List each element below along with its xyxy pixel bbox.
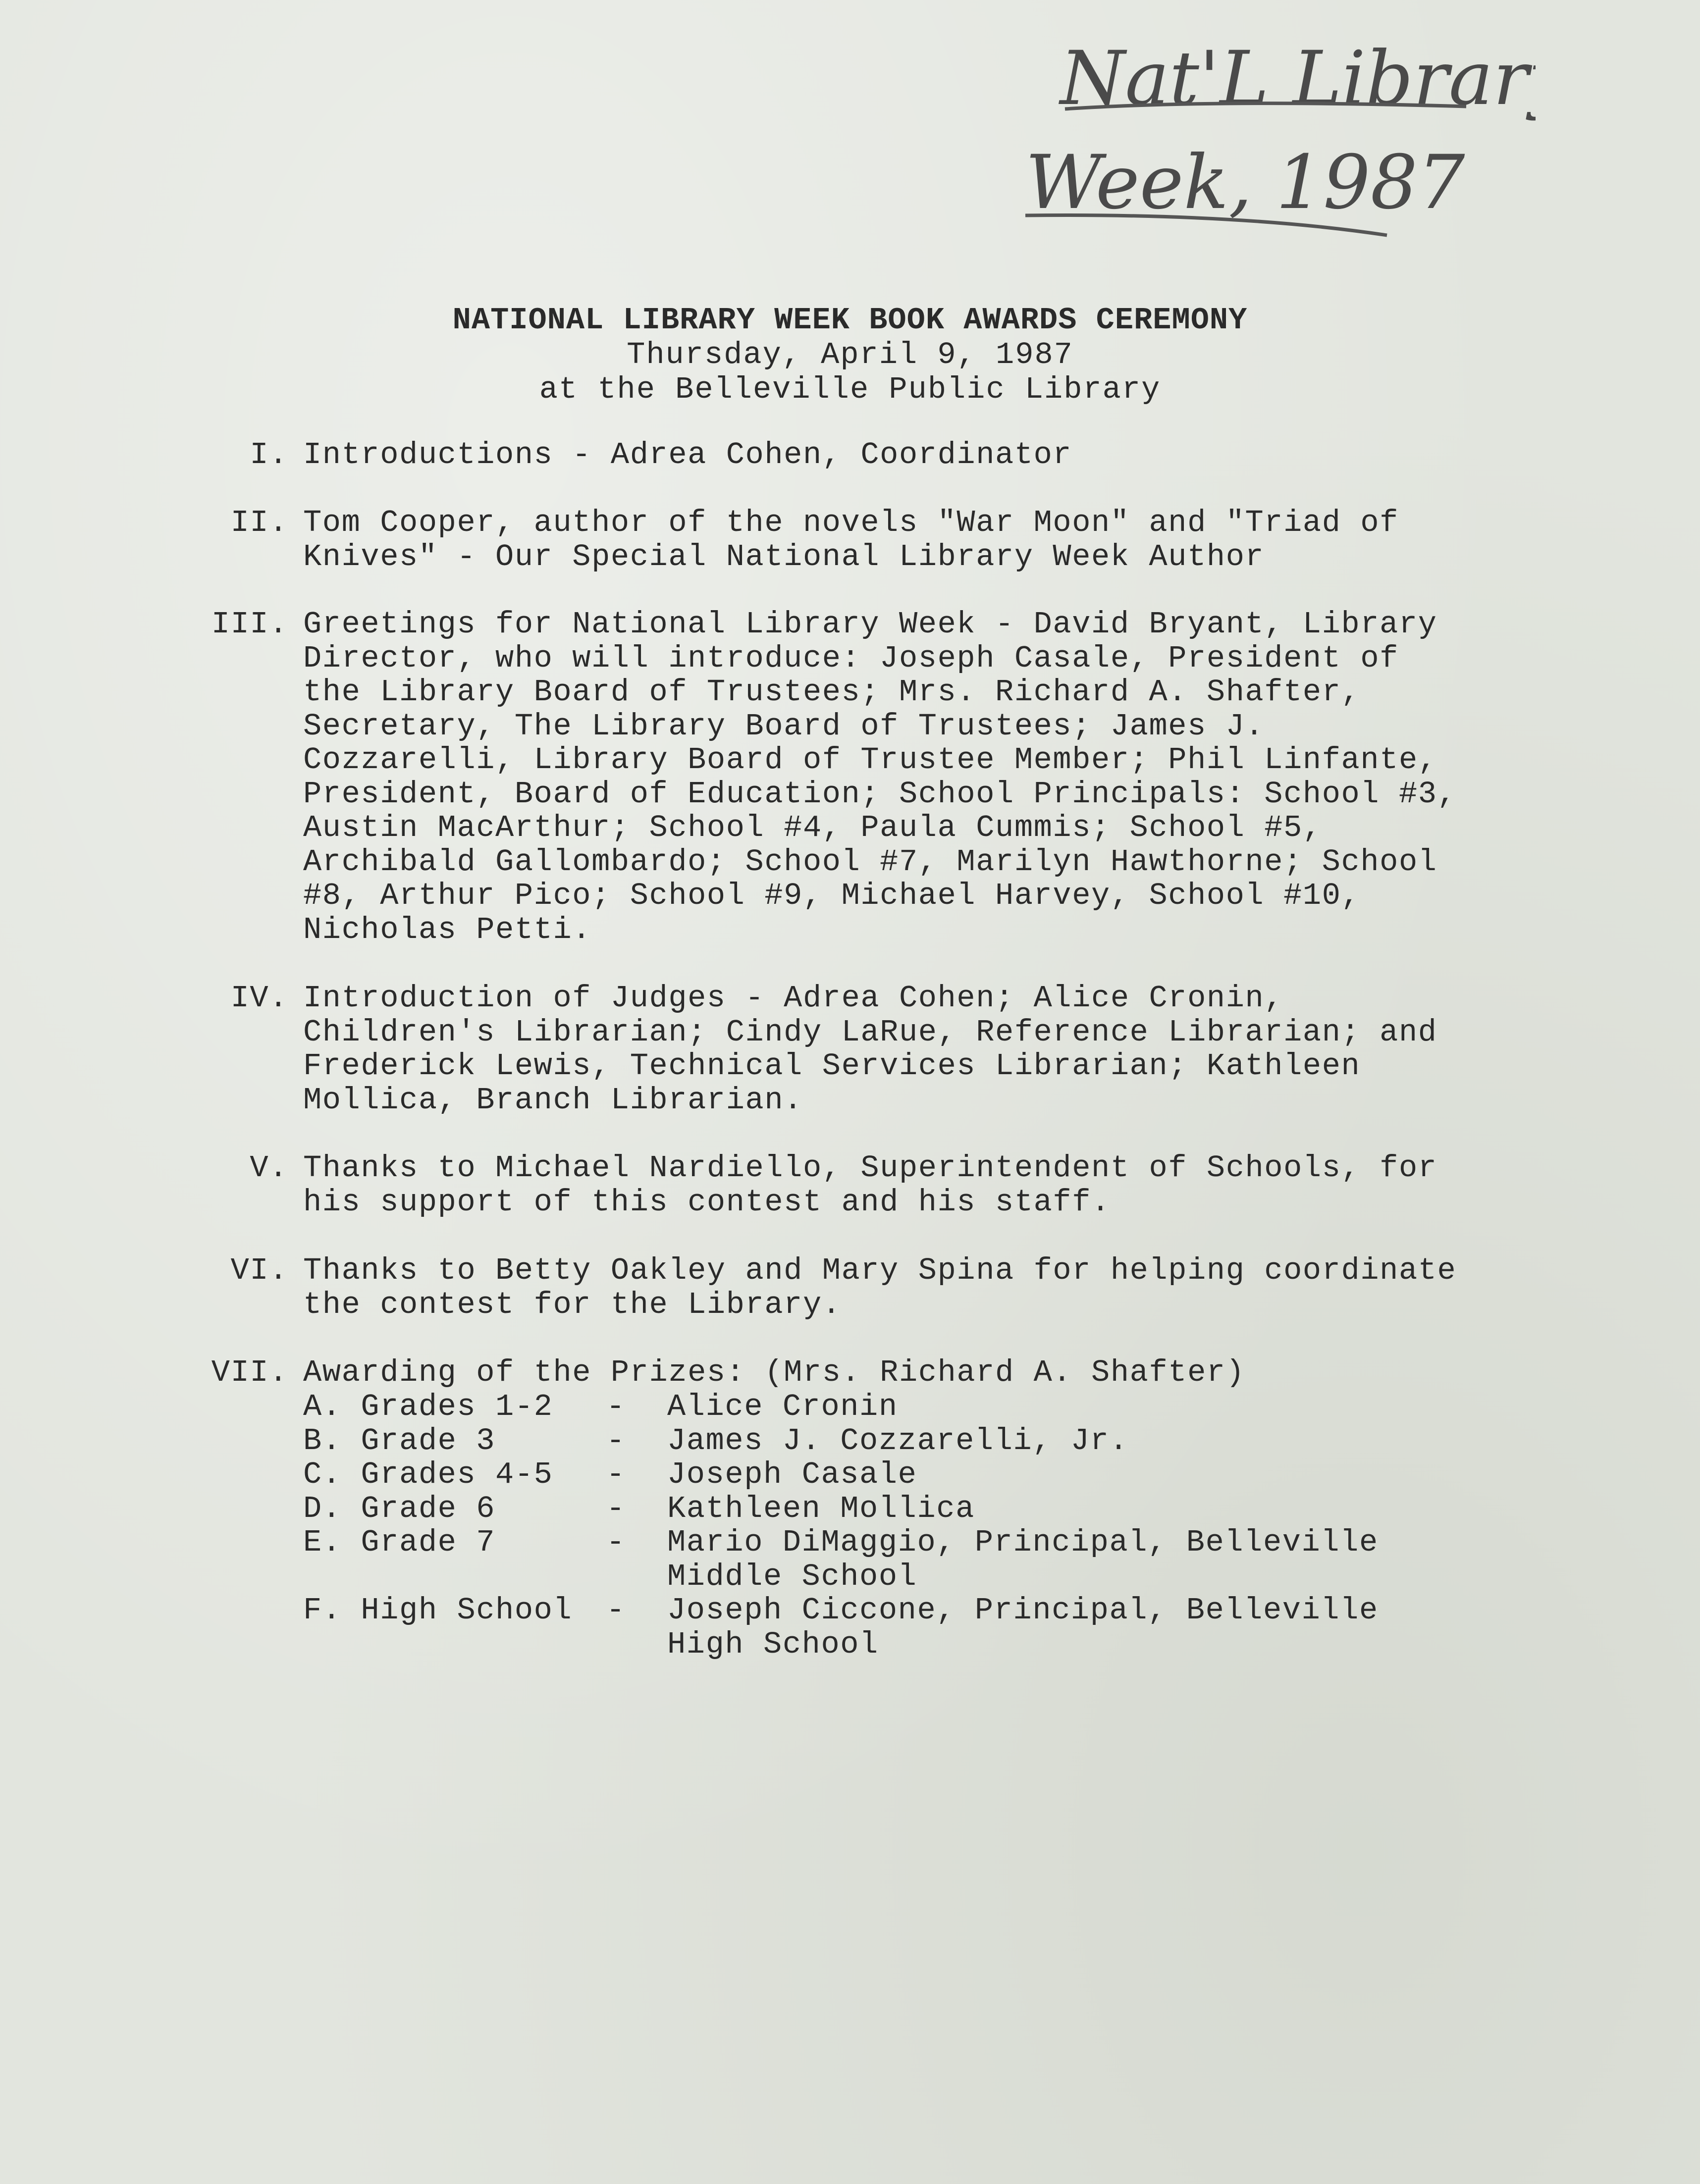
prize-presenter: Middle School bbox=[667, 1559, 917, 1594]
prize-separator: - bbox=[606, 1593, 626, 1628]
agenda-item-text: Introduction of Judges - Adrea Cohen; Alice Cronin, Children's Librarian; Cindy LaRue, Reference Librarian; and Frederick Lewis, Technical Services Librarian; Kathleen Mollica, Branch Librarian. bbox=[303, 981, 1437, 1118]
prize-separator: - bbox=[606, 1423, 626, 1458]
agenda-item-text: Awarding of the Prizes: (Mrs. Richard A. Shafter) bbox=[303, 1355, 1245, 1390]
prize-presenter: James J. Cozzarelli, Jr. bbox=[667, 1423, 1129, 1458]
prize-separator: - bbox=[606, 1525, 626, 1560]
agenda-item-text: Thanks to Michael Nardiello, Superintendent of Schools, for his support of this contest and his staff. bbox=[303, 1150, 1437, 1220]
handwritten-annotation bbox=[991, 45, 1536, 253]
agenda-item-text: Tom Cooper, author of the novels "War Moon" and "Triad of Knives" - Our Special National Library Week Author bbox=[303, 505, 1399, 574]
prize-presenter: High School bbox=[667, 1626, 879, 1662]
prize-separator: - bbox=[606, 1457, 626, 1492]
agenda-item-text: Thanks to Betty Oakley and Mary Spina for helping coordinate the contest for the Library. bbox=[303, 1253, 1457, 1322]
prize-grade: E. Grade 7 bbox=[303, 1525, 496, 1560]
document-header bbox=[0, 303, 1700, 407]
prize-presenter: Joseph Ciccone, Principal, Belleville bbox=[667, 1593, 1379, 1628]
agenda-item-number: III. bbox=[211, 607, 288, 642]
handwritten-line-2: Week, 1987 bbox=[1025, 140, 1465, 226]
handwriting-signature-image bbox=[991, 45, 1536, 253]
prize-presenter: Mario DiMaggio, Principal, Belleville bbox=[667, 1525, 1379, 1560]
prize-separator: - bbox=[606, 1389, 626, 1424]
ceremony-date: Thursday, April 9, 1987 bbox=[627, 337, 1073, 372]
prize-grade: A. Grades 1-2 bbox=[303, 1389, 553, 1424]
prize-grade: D. Grade 6 bbox=[303, 1491, 496, 1526]
agenda-item-number: II. bbox=[230, 505, 288, 540]
agenda-item-number: I. bbox=[250, 437, 288, 472]
agenda-item-text: Introductions - Adrea Cohen, Coordinator bbox=[303, 437, 1072, 472]
agenda-item-number: V. bbox=[250, 1150, 288, 1186]
prize-presenter: Kathleen Mollica bbox=[667, 1491, 975, 1526]
handwritten-line-1: Nat'L Library bbox=[1060, 45, 1536, 122]
prize-grade: C. Grades 4-5 bbox=[303, 1457, 553, 1492]
prize-grade: B. Grade 3 bbox=[303, 1423, 496, 1458]
prize-presenter: Joseph Casale bbox=[667, 1457, 917, 1492]
agenda-item-number: IV. bbox=[230, 981, 288, 1016]
agenda-item-number: VI. bbox=[230, 1253, 288, 1288]
prize-grade: F. High School bbox=[303, 1593, 573, 1628]
ceremony-title: NATIONAL LIBRARY WEEK BOOK AWARDS CEREMONY bbox=[452, 303, 1248, 338]
prize-separator: - bbox=[606, 1491, 626, 1526]
agenda-item-number: VII. bbox=[211, 1355, 288, 1390]
agenda-item-text: Greetings for National Library Week - David Bryant, Library Director, who will introduce: Joseph Casale, President of the Library Board of Trustees; Mrs. Richard A. Shafter, Secretary, The Library Board of Trustees; James J. Cozzarelli, Library Board of Trustee Member; Phil Linfante, President, Board of Education; School Principals: School #3, Austin MacArthur; School #4, Paula Cummis; School #5, Archibald Gallombardo; School #7, Marilyn Hawthorne; School #8, Arthur Pico; School #9, Michael Harvey, School #10, Nicholas Petti. bbox=[303, 607, 1457, 947]
prize-presenter: Alice Cronin bbox=[667, 1389, 898, 1424]
ceremony-location: at the Belleville Public Library bbox=[539, 372, 1161, 407]
